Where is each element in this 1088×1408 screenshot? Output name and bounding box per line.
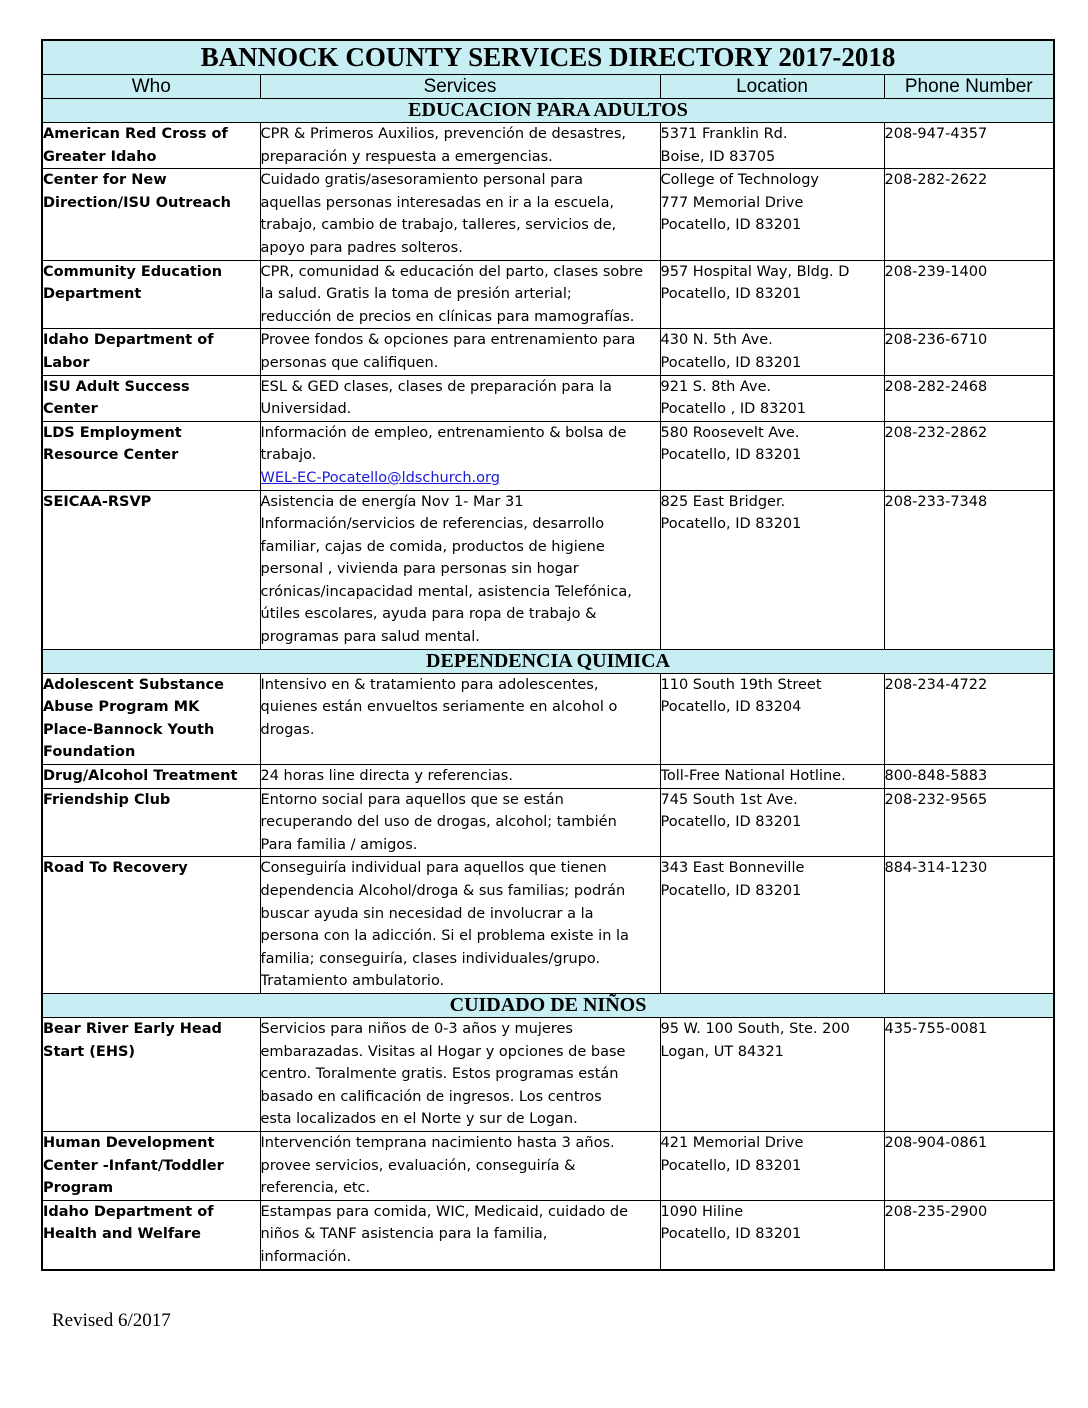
location-address: [660, 260, 884, 329]
column-header-phone: Phone Number: [884, 75, 1054, 99]
location-address: [660, 329, 884, 375]
page-title: BANNOCK COUNTY SERVICES DIRECTORY 2017-2018: [42, 40, 1054, 75]
location-line: Pocatello, ID 83201: [660, 447, 802, 464]
organization-name: [42, 375, 260, 421]
organization-name-line: Center -Infant/Toddler: [43, 1157, 224, 1174]
table-row: [42, 123, 1054, 169]
services-description: [260, 1200, 660, 1269]
organization-name-line: Greater Idaho: [43, 148, 157, 165]
organization-name: [42, 490, 260, 649]
organization-name: [42, 857, 260, 994]
location-line: Pocatello, ID 83201: [660, 516, 802, 533]
services-line: ESL & GED clases, clases de preparación para la: [260, 378, 612, 395]
organization-name-line: Friendship Club: [43, 791, 171, 808]
services-line: Intensivo en & tratamiento para adolescentes,: [260, 676, 599, 693]
table-row: [42, 1017, 1054, 1131]
services-line: Intervención temprana nacimiento hasta 3 años.: [260, 1134, 615, 1151]
services-line: personas que califiquen.: [260, 354, 439, 371]
organization-name: [42, 1200, 260, 1269]
phone-number: 208-904-0861: [884, 1131, 1054, 1200]
organization-name-line: Community Education: [43, 263, 223, 280]
services-description: [260, 421, 660, 490]
services-line: esta localizados en el Norte y sur de Logan.: [260, 1111, 578, 1128]
location-line: 957 Hospital Way, Bldg. D: [660, 263, 850, 280]
location-line: Pocatello, ID 83201: [660, 1226, 802, 1243]
organization-name: [42, 421, 260, 490]
services-line: programas para salud mental.: [260, 629, 480, 646]
organization-name-line: Health and Welfare: [43, 1226, 201, 1243]
organization-name-line: American Red Cross of: [43, 126, 228, 142]
location-line: Pocatello, ID 83201: [660, 286, 802, 303]
services-line: reducción de precios en clínicas para mamografías.: [260, 308, 635, 325]
location-line: 95 W. 100 South, Ste. 200: [660, 1020, 850, 1037]
organization-name-line: LDS Employment: [43, 424, 182, 441]
organization-name: [42, 1017, 260, 1131]
organization-name-line: Start (EHS): [43, 1043, 136, 1060]
email-link[interactable]: WEL-EC-Pocatello@ldschurch.org: [260, 469, 500, 486]
location-line: 745 South 1st Ave.: [660, 791, 798, 808]
location-line: 5371 Franklin Rd.: [660, 126, 788, 142]
organization-name-line: Human Development: [43, 1134, 215, 1151]
services-line: Servicios para niños de 0-3 años y mujeres: [260, 1020, 573, 1037]
services-line: Para familia / amigos.: [260, 836, 418, 853]
location-line: 110 South 19th Street: [660, 676, 822, 693]
organization-name: [42, 673, 260, 764]
organization-name: [42, 1131, 260, 1200]
phone-number: 208-234-4722: [884, 673, 1054, 764]
table-row: [42, 857, 1054, 994]
services-line: buscar ayuda sin necesidad de involucrar a la: [260, 905, 594, 922]
section-title: EDUCACION PARA ADULTOS: [42, 99, 1054, 123]
services-line: Provee fondos & opciones para entrenamiento para: [260, 332, 636, 349]
phone-number: 208-239-1400: [884, 260, 1054, 329]
services-description: [260, 1131, 660, 1200]
services-line: 24 horas line directa y referencias.: [260, 768, 513, 785]
services-description: [260, 673, 660, 764]
table-row: [42, 1200, 1054, 1269]
services-line: personal , vivienda para personas sin hogar: [260, 561, 579, 578]
organization-name-line: Adolescent Substance: [43, 676, 224, 693]
organization-name-line: Program: [43, 1180, 114, 1197]
table-row: [42, 260, 1054, 329]
organization-name-line: Department: [43, 286, 142, 303]
organization-name-line: Road To Recovery: [43, 860, 188, 877]
services-line: Información de empleo, entrenamiento & bolsa de: [260, 424, 627, 441]
services-line: embarazadas. Visitas al Hogar y opciones de base: [260, 1043, 626, 1060]
revision-note: Revised 6/2017: [52, 1310, 171, 1331]
location-address: [660, 375, 884, 421]
column-header-services: Services: [260, 75, 660, 99]
header-row: [42, 75, 1054, 99]
location-line: Pocatello, ID 83201: [660, 1157, 802, 1174]
location-line: Logan, UT 84321: [660, 1043, 784, 1060]
phone-number: 208-282-2468: [884, 375, 1054, 421]
organization-name: [42, 169, 260, 260]
location-line: Pocatello , ID 83201: [660, 401, 806, 418]
services-line: crónicas/incapacidad mental, asistencia Telefónica,: [260, 583, 632, 600]
section-header-row: [42, 649, 1054, 673]
phone-number: 435-755-0081: [884, 1017, 1054, 1131]
services-description: [260, 260, 660, 329]
section-header-row: [42, 99, 1054, 123]
location-address: [660, 788, 884, 857]
phone-number: 208-947-4357: [884, 123, 1054, 169]
services-line: Entorno social para aquellos que se están: [260, 791, 564, 808]
organization-name-line: Center for New: [43, 172, 167, 189]
services-line: aquellas personas interesadas en ir a la escuela,: [260, 194, 615, 211]
services-line: Información/servicios de referencias, desarrollo: [260, 516, 605, 533]
location-address: [660, 1017, 884, 1131]
services-line: centro. Toralmente gratis. Estos programas están: [260, 1066, 619, 1083]
services-line: Asistencia de energía Nov 1- Mar 31: [260, 493, 524, 510]
services-line: útiles escolares, ayuda para ropa de trabajo &: [260, 606, 597, 623]
location-line: 430 N. 5th Ave.: [660, 332, 773, 349]
organization-name-line: SEICAA-RSVP: [43, 493, 152, 510]
organization-name-line: Bear River Early Head: [43, 1020, 222, 1037]
section-title: CUIDADO DE NIÑOS: [42, 993, 1054, 1017]
services-line: niños & TANF asistencia para la familia,: [260, 1226, 548, 1243]
services-line: familiar, cajas de comida, productos de higiene: [260, 538, 605, 555]
title-row: [42, 40, 1054, 75]
location-line: Pocatello, ID 83201: [660, 354, 802, 371]
phone-number: 208-232-9565: [884, 788, 1054, 857]
services-line: CPR, comunidad & educación del parto, clases sobre: [260, 263, 644, 280]
services-line: apoyo para padres solteros.: [260, 239, 463, 256]
services-description: [260, 857, 660, 994]
organization-name: [42, 260, 260, 329]
organization-name: [42, 765, 260, 789]
location-address: [660, 123, 884, 169]
location-line: 1090 Hiline: [660, 1203, 744, 1220]
organization-name: [42, 329, 260, 375]
services-line: referencia, etc.: [260, 1180, 371, 1197]
services-description: [260, 329, 660, 375]
location-line: Pocatello, ID 83204: [660, 699, 802, 716]
services-line: dependencia Alcohol/droga & sus familias; podrán: [260, 883, 626, 899]
services-description: [260, 169, 660, 260]
table-row: [42, 765, 1054, 789]
table-row: [42, 169, 1054, 260]
location-address: [660, 421, 884, 490]
services-line: trabajo.: [260, 447, 317, 464]
location-address: [660, 1200, 884, 1269]
organization-name-line: Drug/Alcohol Treatment: [43, 768, 238, 785]
location-line: 825 East Bridger.: [660, 493, 786, 510]
phone-number: 884-314-1230: [884, 857, 1054, 994]
services-line: trabajo, cambio de trabajo, talleres, servicios de,: [260, 217, 617, 234]
table-row: [42, 490, 1054, 649]
services-line: basado en calificación de ingresos. Los centros: [260, 1088, 602, 1105]
organization-name-line: ISU Adult Success: [43, 378, 190, 395]
location-line: Pocatello, ID 83201: [660, 883, 802, 899]
services-description: [260, 788, 660, 857]
services-line: Tratamiento ambulatorio.: [260, 973, 445, 990]
organization-name-line: Abuse Program MK: [43, 699, 200, 716]
services-line: Universidad.: [260, 401, 352, 418]
services-line: preparación y respuesta a emergencias.: [260, 148, 553, 165]
services-line: CPR & Primeros Auxilios, prevención de desastres,: [260, 126, 626, 142]
organization-name-line: Labor: [43, 354, 90, 371]
services-line: la salud. Gratis la toma de presión arterial;: [260, 286, 572, 303]
table-row: [42, 375, 1054, 421]
column-header-who: Who: [42, 75, 260, 99]
location-line: 580 Roosevelt Ave.: [660, 424, 800, 441]
column-header-location: Location: [660, 75, 884, 99]
organization-name-line: Center: [43, 401, 98, 418]
location-address: [660, 765, 884, 789]
organization-name: [42, 788, 260, 857]
services-line: quienes están envueltos seriamente en alcohol o: [260, 699, 618, 716]
table-row: [42, 673, 1054, 764]
phone-number: 208-236-6710: [884, 329, 1054, 375]
services-line: Conseguiría individual para aquellos que tienen: [260, 860, 607, 877]
services-line: drogas.: [260, 721, 315, 738]
services-description: [260, 490, 660, 649]
location-line: 343 East Bonneville: [660, 860, 805, 877]
services-description: [260, 123, 660, 169]
phone-number: 208-235-2900: [884, 1200, 1054, 1269]
services-line: provee servicios, evaluación, conseguiría &: [260, 1157, 576, 1174]
organization-name-line: Idaho Department of: [43, 332, 214, 349]
location-address: [660, 490, 884, 649]
phone-number: 208-282-2622: [884, 169, 1054, 260]
organization-name-line: Foundation: [43, 744, 136, 761]
services-line: información.: [260, 1248, 352, 1265]
location-address: [660, 673, 884, 764]
location-line: Toll-Free National Hotline.: [660, 768, 846, 785]
table-row: [42, 788, 1054, 857]
phone-number: 800-848-5883: [884, 765, 1054, 789]
phone-number: 208-232-2862: [884, 421, 1054, 490]
services-directory-table: [41, 39, 1055, 1271]
services-line: persona con la adicción. Si el problema existe in la: [260, 928, 629, 945]
location-line: 777 Memorial Drive: [660, 194, 804, 211]
location-line: Boise, ID 83705: [660, 148, 776, 165]
services-line: Cuidado gratis/asesoramiento personal para: [260, 172, 584, 189]
organization-name-line: Idaho Department of: [43, 1203, 214, 1220]
organization-name-line: Place-Bannock Youth: [43, 721, 215, 738]
services-line: familia; conseguiría, clases individuales/grupo.: [260, 950, 601, 967]
table-row: [42, 329, 1054, 375]
organization-name-line: Direction/ISU Outreach: [43, 194, 231, 211]
services-line: Estampas para comida, WIC, Medicaid, cuidado de: [260, 1203, 629, 1220]
services-description: [260, 765, 660, 789]
services-description: [260, 375, 660, 421]
location-line: 921 S. 8th Ave.: [660, 378, 772, 395]
table-row: [42, 1131, 1054, 1200]
location-line: College of Technology: [660, 172, 820, 189]
organization-name: [42, 123, 260, 169]
table-row: [42, 421, 1054, 490]
location-line: Pocatello, ID 83201: [660, 814, 802, 831]
services-line: recuperando del uso de drogas, alcohol; también: [260, 814, 617, 831]
location-address: [660, 1131, 884, 1200]
location-address: [660, 857, 884, 994]
section-header-row: [42, 993, 1054, 1017]
location-line: Pocatello, ID 83201: [660, 217, 802, 234]
phone-number: 208-233-7348: [884, 490, 1054, 649]
organization-name-line: Resource Center: [43, 447, 179, 464]
section-title: DEPENDENCIA QUIMICA: [42, 649, 1054, 673]
location-address: [660, 169, 884, 260]
location-line: 421 Memorial Drive: [660, 1134, 804, 1151]
services-description: [260, 1017, 660, 1131]
